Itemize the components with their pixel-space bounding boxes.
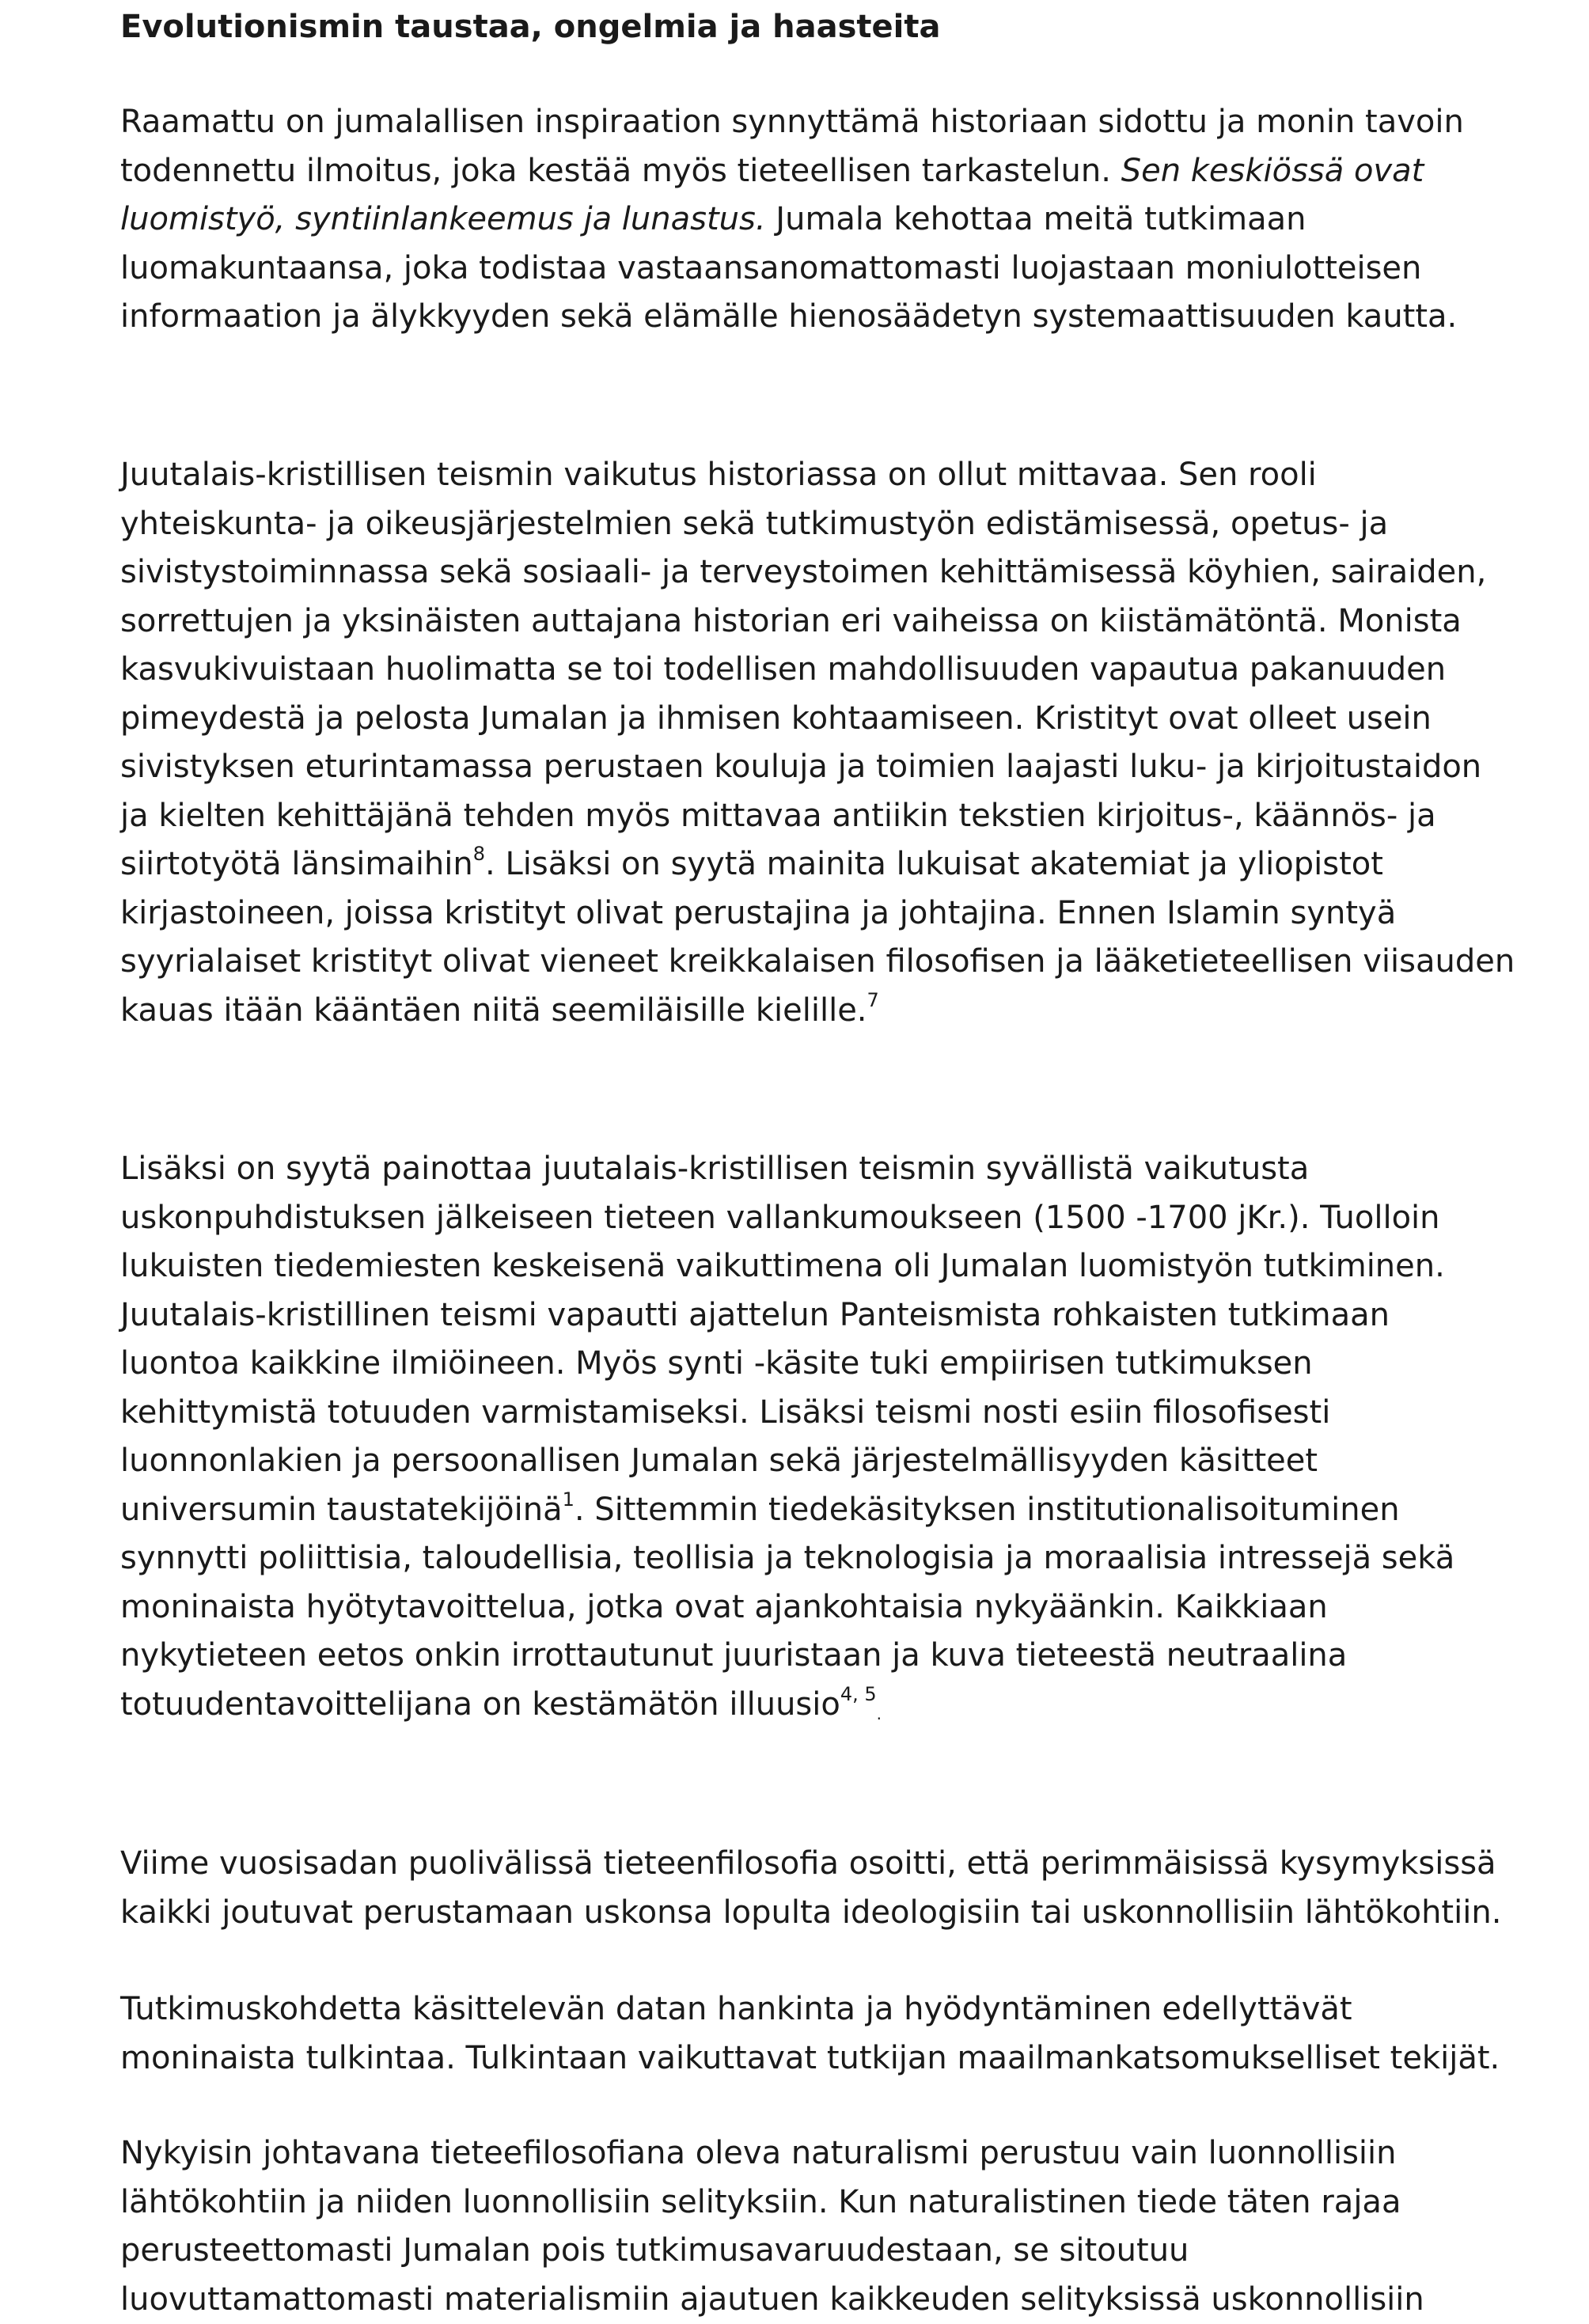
document-title: Evolutionismin taustaa, ongelmia ja haasteita: [120, 3, 941, 51]
paragraph-5: [120, 1985, 1500, 2083]
text-line: Juutalais-kristillisen teismin vaikutus historiassa on ollut mittavaa. Sen rooli: [120, 451, 1515, 500]
text-line: luontoa kaikkine ilmiöineen. Myös synti -käsite tuki empiirisen tutkimuksen: [120, 1340, 1454, 1389]
text-line: ja kielten kehittäjänä tehden myös mittavaa antiikin tekstien kirjoitus-, käännös- ja: [120, 792, 1515, 841]
paragraph-4: [120, 1840, 1501, 1937]
text-line: kaikki joutuvat perustamaan uskonsa lopulta ideologisiin tai uskonnollisiin lähtökohtiin.: [120, 1889, 1501, 1938]
text-line: sivistyksen eturintamassa perustaen kouluja ja toimien laajasti luku- ja kirjoitustaidon: [120, 743, 1515, 792]
text-line: moninaista tulkintaa. Tulkintaan vaikuttavat tutkijan maailmankatsomukselliset tekijät.: [120, 2034, 1500, 2083]
text-line: Tutkimuskohdetta käsittelevän datan hankinta ja hyödyntäminen edellyttävät: [120, 1985, 1500, 2034]
text-line: kehittymistä totuuden varmistamiseksi. Lisäksi teismi nosti esiin filosofisesti: [120, 1389, 1454, 1438]
text-line: moninaista hyötytavoittelua, jotka ovat ajankohtaisia nykyäänkin. Kaikkiaan: [120, 1583, 1454, 1632]
footnote-ref: 4, 5: [840, 1683, 877, 1705]
text-line: syyrialaiset kristityt olivat vieneet kreikkalaisen filosofisen ja lääketieteellisen viisauden: [120, 938, 1515, 987]
text-line: informaation ja älykkyyden sekä elämälle hienosäädetyn systemaattisuuden kautta.: [120, 293, 1464, 342]
text-line: Nykyisin johtavana tieteefilosofiana oleva naturalismi perustuu vain luonnollisiin: [120, 2129, 1424, 2178]
text-line: sivistystoiminnassa sekä sosiaali- ja terveystoimen kehittämisessä köyhien, sairaiden,: [120, 548, 1515, 597]
text-line: todennettu ilmoitus, joka kestää myös tieteellisen tarkastelun. Sen keskiössä ovat: [120, 147, 1464, 196]
text-line: uskonpuhdistuksen jälkeiseen tieteen vallankumoukseen (1500 -1700 jKr.). Tuolloin: [120, 1194, 1454, 1243]
text-line: Lisäksi on syytä painottaa juutalais-kristillisen teismin syvällistä vaikutusta: [120, 1145, 1454, 1194]
text-line: Raamattu on jumalallisen inspiraation synnyttämä historiaan sidottu ja monin tavoin: [120, 98, 1464, 147]
text-line: pimeydestä ja pelosta Jumalan ja ihmisen kohtaamiseen. Kristityt ovat olleet usein: [120, 695, 1515, 744]
paragraph-6: [120, 2129, 1424, 2324]
footnote-ref: 7: [867, 989, 879, 1011]
text-line: totuudentavoittelijana on kestämätön illuusio$^{4, 5}$.: [120, 1681, 1454, 1739]
text-line: sorrettujen ja yksinäisten auttajana historian eri vaiheissa on kiistämätöntä. Monista: [120, 597, 1515, 646]
text-line: Juutalais-kristillinen teismi vapautti ajattelun Panteismista rohkaisten tutkimaan: [120, 1291, 1454, 1340]
text-line: lukuisten tiedemiesten keskeisenä vaikuttimena oli Jumalan luomistyön tutkiminen.: [120, 1242, 1454, 1291]
italic-text: Sen keskiössä ovat: [1121, 153, 1424, 189]
text-line: perusteettomasti Jumalan pois tutkimusavaruudestaan, se sitoutuu: [120, 2227, 1424, 2276]
text-line: lähtökohtiin ja niiden luonnollisiin selityksiin. Kun naturalistinen tiede täten rajaa: [120, 2178, 1424, 2227]
paragraph-2: [120, 451, 1515, 1035]
text-line: luonnonlakien ja persoonallisen Jumalan sekä järjestelmällisyyden käsitteet: [120, 1437, 1454, 1486]
text-line: luomakuntaansa, joka todistaa vastaansanomattomasti luojastaan moniulotteisen: [120, 245, 1464, 294]
text-line: nykytieteen eetos onkin irrottautunut juuristaan ja kuva tieteestä neutraalina: [120, 1632, 1454, 1681]
text-line: luomistyö, syntiinlankeemus ja lunastus. Jumala kehottaa meitä tutkimaan: [120, 195, 1464, 245]
footnote-ref: 8: [473, 843, 485, 865]
italic-text: luomistyö, syntiinlankeemus ja lunastus.: [120, 201, 766, 237]
text-line: kauas itään kääntäen niitä seemiläisille kielille.$^7$: [120, 987, 1515, 1036]
text-line: Viime vuosisadan puolivälissä tieteenfilosofia osoitti, että perimmäisissä kysymyksissä: [120, 1840, 1501, 1889]
text-line: kirjastoineen, joissa kristityt olivat perustajina ja johtajina. Ennen Islamin syntyä: [120, 889, 1515, 938]
text-line: yhteiskunta- ja oikeusjärjestelmien sekä tutkimustyön edistämisessä, opetus- ja: [120, 500, 1515, 549]
paragraph-3: [120, 1145, 1454, 1738]
text-line: siirtotyötä länsimaihin$^8$. Lisäksi on syytä mainita lukuisat akatemiat ja yliopistot: [120, 840, 1515, 889]
footnote-ref: 1: [563, 1488, 575, 1511]
text-line: luovuttamattomasti materialismiin ajautuen kaikkeuden selityksissä uskonnollisiin: [120, 2276, 1424, 2324]
text-line: kasvukivuistaan huolimatta se toi todellisen mahdollisuuden vapautua pakanuuden: [120, 646, 1515, 695]
text-line: synnytti poliittisia, taloudellisia, teollisia ja teknologisia ja moraalisia intressejä sekä: [120, 1534, 1454, 1583]
paragraph-1: [120, 98, 1464, 342]
text-line: universumin taustatekijöinä$^1$. Sittemmin tiedekäsityksen institutionalisoituminen: [120, 1486, 1454, 1535]
